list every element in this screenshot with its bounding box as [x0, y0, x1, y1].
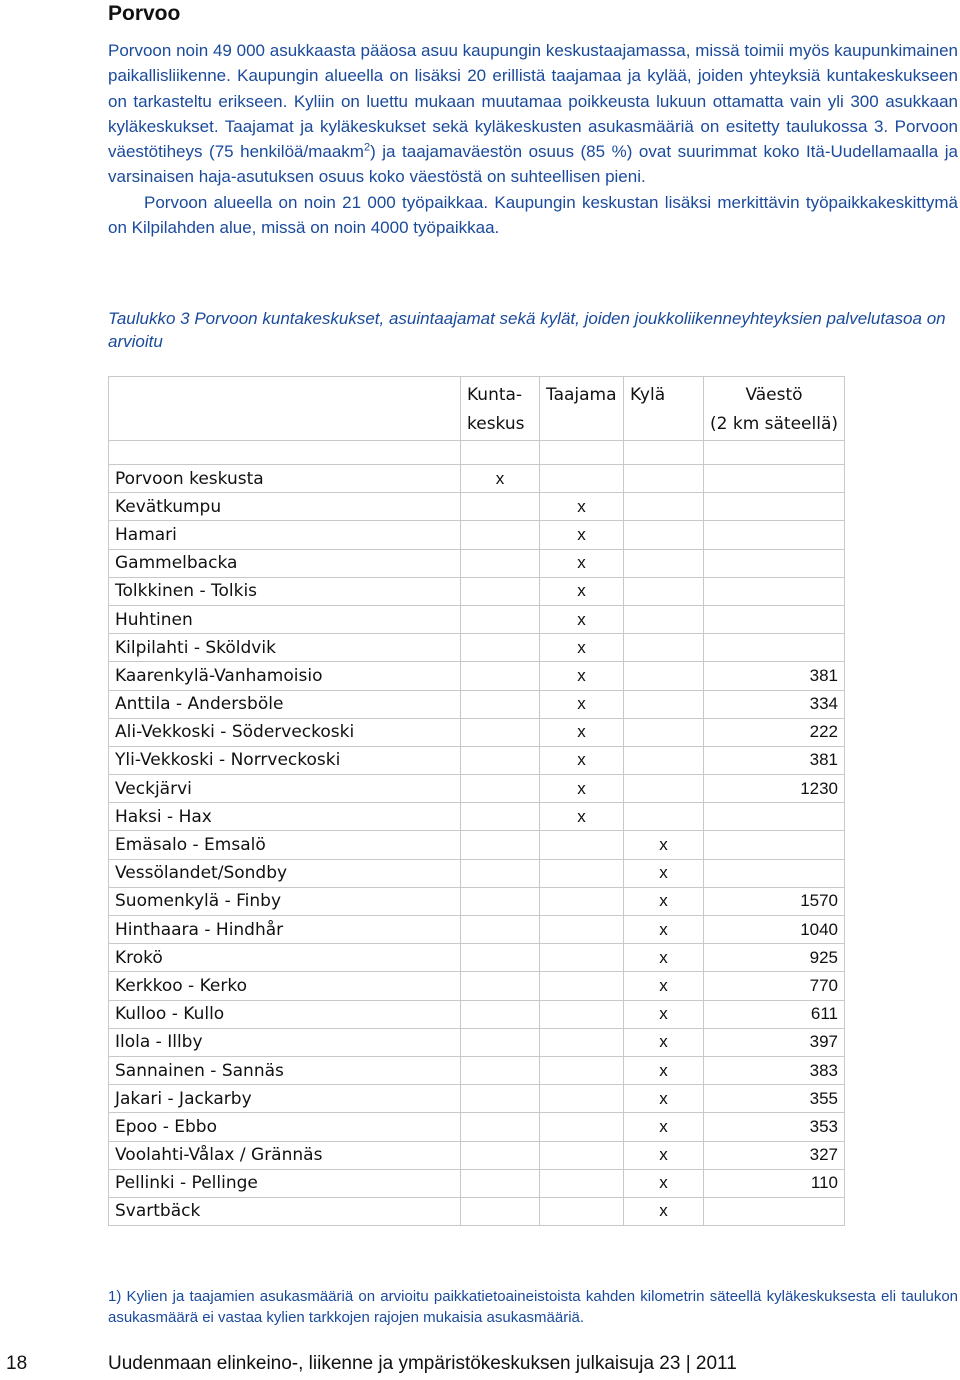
table-row — [109, 1028, 845, 1056]
table-header-row — [109, 377, 845, 441]
paragraph-part: Porvoon noin 49 000 asukkaasta pääosa asuu kaupungin keskustaajamassa, missä toimii myös kaupunkimainen paikallisliikenne. Kaupungin alueella on lisäksi 20 erillistä taajamaa ja kylää, joiden yhteyksiä kuntakeskukseen on tarkasteltu erikseen. Kyliin on luettu mukaan muutamaa poikkeusta lukuun ottamatta vain yli 300 asukkaan kyläkeskukset. Taajamat ja kyläkeskukset sekä kyläkeskusten asukasmääriä on esitetty taulukossa 3. Porvoon väestötiheys (75 henkilöä/maakm — [108, 41, 958, 162]
spacer-cell — [704, 441, 845, 465]
cell-kuntakeskus — [461, 1197, 540, 1225]
cell-kuntakeskus — [461, 1141, 540, 1169]
header-vaesto — [704, 377, 845, 441]
cell-kyla: x — [624, 1056, 704, 1084]
table-row — [109, 916, 845, 944]
cell-kyla: x — [624, 1141, 704, 1169]
cell-kyla: x — [624, 831, 704, 859]
header-name — [109, 377, 461, 441]
table-row — [109, 549, 845, 577]
cell-kuntakeskus — [461, 493, 540, 521]
cell-kyla — [624, 605, 704, 633]
cell-vaesto: 383 — [704, 1056, 845, 1084]
cell-kuntakeskus — [461, 521, 540, 549]
cell-taajama: x — [540, 577, 624, 605]
cell-taajama — [540, 1169, 624, 1197]
table-row — [109, 887, 845, 915]
cell-vaesto: 381 — [704, 662, 845, 690]
cell-taajama: x — [540, 803, 624, 831]
table-row — [109, 1000, 845, 1028]
cell-kuntakeskus — [461, 887, 540, 915]
cell-kuntakeskus — [461, 1113, 540, 1141]
cell-taajama — [540, 1085, 624, 1113]
header-kuntakeskus — [461, 377, 540, 441]
table-row — [109, 690, 845, 718]
cell-kyla — [624, 577, 704, 605]
cell-kuntakeskus — [461, 1085, 540, 1113]
cell-kyla — [624, 549, 704, 577]
cell-kuntakeskus — [461, 1169, 540, 1197]
settlement-table — [108, 376, 845, 1226]
cell-vaesto — [704, 577, 845, 605]
cell-taajama: x — [540, 521, 624, 549]
cell-kyla — [624, 690, 704, 718]
cell-taajama — [540, 831, 624, 859]
cell-name: Pellinki - Pellinge — [109, 1169, 461, 1197]
table-spacer-row — [109, 441, 845, 465]
cell-name: Kaarenkylä-Vanhamoisio — [109, 662, 461, 690]
cell-kyla: x — [624, 1197, 704, 1225]
spacer-cell — [109, 441, 461, 465]
table-row — [109, 972, 845, 1000]
cell-vaesto: 355 — [704, 1085, 845, 1113]
cell-vaesto — [704, 605, 845, 633]
cell-kuntakeskus — [461, 916, 540, 944]
cell-kyla: x — [624, 972, 704, 1000]
cell-kyla — [624, 746, 704, 774]
cell-vaesto: 1040 — [704, 916, 845, 944]
cell-vaesto: 222 — [704, 718, 845, 746]
cell-name: Vessölandet/Sondby — [109, 859, 461, 887]
cell-kyla: x — [624, 1085, 704, 1113]
cell-vaesto: 611 — [704, 1000, 845, 1028]
cell-taajama — [540, 972, 624, 1000]
cell-kyla: x — [624, 859, 704, 887]
cell-vaesto — [704, 634, 845, 662]
cell-taajama — [540, 1197, 624, 1225]
cell-taajama: x — [540, 549, 624, 577]
cell-name: Ilola - Illby — [109, 1028, 461, 1056]
table-row — [109, 803, 845, 831]
cell-kyla: x — [624, 944, 704, 972]
cell-taajama — [540, 1141, 624, 1169]
cell-vaesto: 770 — [704, 972, 845, 1000]
cell-kuntakeskus — [461, 831, 540, 859]
table-row — [109, 521, 845, 549]
cell-kyla — [624, 521, 704, 549]
cell-kuntakeskus: x — [461, 465, 540, 493]
table-row — [109, 1113, 845, 1141]
header-label: Väestö — [745, 385, 803, 405]
table-row — [109, 1085, 845, 1113]
cell-kuntakeskus — [461, 690, 540, 718]
header-label: keskus — [467, 414, 525, 434]
cell-kyla: x — [624, 1000, 704, 1028]
cell-kyla: x — [624, 916, 704, 944]
superscript: 2 — [363, 141, 371, 154]
cell-kuntakeskus — [461, 605, 540, 633]
cell-taajama: x — [540, 775, 624, 803]
cell-name: Voolahti-Vålax / Grännäs — [109, 1141, 461, 1169]
cell-vaesto: 1230 — [704, 775, 845, 803]
cell-kyla — [624, 465, 704, 493]
cell-name: Kulloo - Kullo — [109, 1000, 461, 1028]
table-row — [109, 1197, 845, 1225]
table-row — [109, 1056, 845, 1084]
table-caption: Taulukko 3 Porvoon kuntakeskukset, asuintaajamat sekä kylät, joiden joukkoliikenneyhteyksien palvelutasoa on arvioitu — [108, 309, 946, 351]
cell-vaesto: 397 — [704, 1028, 845, 1056]
cell-name: Jakari - Jackarby — [109, 1085, 461, 1113]
table-row — [109, 465, 845, 493]
cell-taajama: x — [540, 605, 624, 633]
cell-taajama — [540, 1028, 624, 1056]
cell-kuntakeskus — [461, 746, 540, 774]
paragraph-workplaces: Porvoon alueella on noin 21 000 työpaikkaa. Kaupungin keskustan lisäksi merkittävin työpaikkakeskittymä on Kilpilahden alue, missä on noin 4000 työpaikkaa. — [108, 192, 958, 238]
cell-name: Ali-Vekkoski - Söderveckoski — [109, 718, 461, 746]
header-kyla: Kylä — [624, 377, 704, 441]
cell-name: Kevätkumpu — [109, 493, 461, 521]
cell-kyla — [624, 662, 704, 690]
cell-name: Haksi - Hax — [109, 803, 461, 831]
cell-name: Hinthaara - Hindhår — [109, 916, 461, 944]
cell-vaesto — [704, 803, 845, 831]
cell-kyla: x — [624, 1169, 704, 1197]
table-row — [109, 634, 845, 662]
cell-taajama — [540, 887, 624, 915]
cell-kuntakeskus — [461, 1028, 540, 1056]
table-row — [109, 577, 845, 605]
footnote: 1) Kylien ja taajamien asukasmääriä on arvioitu paikkatietoaineistoista kahden kilometrin säteellä kyläkeskuksesta eli taulukon asukasmäärä ei vastaa kylien tarkkojen rajojen mukaisia asukasmääriä. — [108, 1288, 958, 1326]
header-taajama: Taajama — [540, 377, 624, 441]
cell-taajama: x — [540, 690, 624, 718]
cell-kuntakeskus — [461, 803, 540, 831]
cell-kyla — [624, 803, 704, 831]
cell-kyla — [624, 775, 704, 803]
cell-kyla — [624, 493, 704, 521]
cell-name: Huhtinen — [109, 605, 461, 633]
cell-name: Kilpilahti - Sköldvik — [109, 634, 461, 662]
cell-name: Yli-Vekkoski - Norrveckoski — [109, 746, 461, 774]
cell-kyla — [624, 718, 704, 746]
spacer-cell — [540, 441, 624, 465]
cell-name: Sannainen - Sannäs — [109, 1056, 461, 1084]
cell-kuntakeskus — [461, 859, 540, 887]
header-label: Kunta- — [467, 385, 523, 405]
page-number: 18 — [6, 1353, 28, 1374]
cell-kyla — [624, 634, 704, 662]
cell-vaesto — [704, 465, 845, 493]
cell-taajama: x — [540, 746, 624, 774]
cell-vaesto: 327 — [704, 1141, 845, 1169]
paragraph-part: ) ja taajamaväestön osuus (85 %) ovat suurimmat koko Itä-Uudellamaalla ja varsinaisen haja-asutuksen osuus koko väestöstä on suhteellisen pieni. — [108, 142, 959, 187]
cell-kuntakeskus — [461, 662, 540, 690]
cell-kuntakeskus — [461, 1056, 540, 1084]
cell-kuntakeskus — [461, 972, 540, 1000]
cell-name: Svartbäck — [109, 1197, 461, 1225]
cell-vaesto — [704, 549, 845, 577]
cell-taajama: x — [540, 634, 624, 662]
cell-vaesto: 110 — [704, 1169, 845, 1197]
cell-taajama: x — [540, 662, 624, 690]
cell-taajama — [540, 1113, 624, 1141]
cell-vaesto: 925 — [704, 944, 845, 972]
cell-vaesto — [704, 493, 845, 521]
cell-name: Emäsalo - Emsalö — [109, 831, 461, 859]
table-row — [109, 1169, 845, 1197]
cell-name: Anttila - Andersböle — [109, 690, 461, 718]
cell-kyla: x — [624, 1028, 704, 1056]
cell-kuntakeskus — [461, 577, 540, 605]
cell-kuntakeskus — [461, 1000, 540, 1028]
paragraph-population — [108, 38, 958, 190]
cell-name: Veckjärvi — [109, 775, 461, 803]
cell-vaesto — [704, 859, 845, 887]
page-heading: Porvoo — [108, 2, 181, 25]
cell-kuntakeskus — [461, 549, 540, 577]
table-row — [109, 775, 845, 803]
cell-name: Gammelbacka — [109, 549, 461, 577]
table-row — [109, 746, 845, 774]
table-row — [109, 831, 845, 859]
cell-kuntakeskus — [461, 944, 540, 972]
cell-kuntakeskus — [461, 634, 540, 662]
cell-name: Hamari — [109, 521, 461, 549]
table-row — [109, 718, 845, 746]
cell-taajama — [540, 859, 624, 887]
header-label: (2 km säteellä) — [710, 414, 839, 434]
cell-vaesto — [704, 831, 845, 859]
table-row — [109, 493, 845, 521]
cell-vaesto: 381 — [704, 746, 845, 774]
spacer-cell — [624, 441, 704, 465]
cell-name: Epoo - Ebbo — [109, 1113, 461, 1141]
cell-kuntakeskus — [461, 718, 540, 746]
cell-taajama — [540, 944, 624, 972]
table-row — [109, 662, 845, 690]
spacer-cell — [461, 441, 540, 465]
cell-taajama — [540, 1056, 624, 1084]
table-row — [109, 1141, 845, 1169]
cell-vaesto: 334 — [704, 690, 845, 718]
cell-name: Tolkkinen - Tolkis — [109, 577, 461, 605]
cell-kuntakeskus — [461, 775, 540, 803]
table-row — [109, 944, 845, 972]
cell-vaesto — [704, 1197, 845, 1225]
cell-name: Porvoon keskusta — [109, 465, 461, 493]
cell-name: Krokö — [109, 944, 461, 972]
table-row — [109, 605, 845, 633]
cell-taajama — [540, 1000, 624, 1028]
cell-vaesto — [704, 521, 845, 549]
cell-vaesto: 353 — [704, 1113, 845, 1141]
footer-publication: Uudenmaan elinkeino-, liikenne ja ympäristökeskuksen julkaisuja 23 | 2011 — [108, 1353, 737, 1374]
cell-kyla: x — [624, 887, 704, 915]
cell-kyla: x — [624, 1113, 704, 1141]
cell-name: Suomenkylä - Finby — [109, 887, 461, 915]
table-row — [109, 859, 845, 887]
cell-name: Kerkkoo - Kerko — [109, 972, 461, 1000]
intro-text — [108, 38, 958, 240]
cell-vaesto: 1570 — [704, 887, 845, 915]
cell-taajama: x — [540, 493, 624, 521]
cell-taajama — [540, 465, 624, 493]
cell-taajama — [540, 916, 624, 944]
cell-taajama: x — [540, 718, 624, 746]
